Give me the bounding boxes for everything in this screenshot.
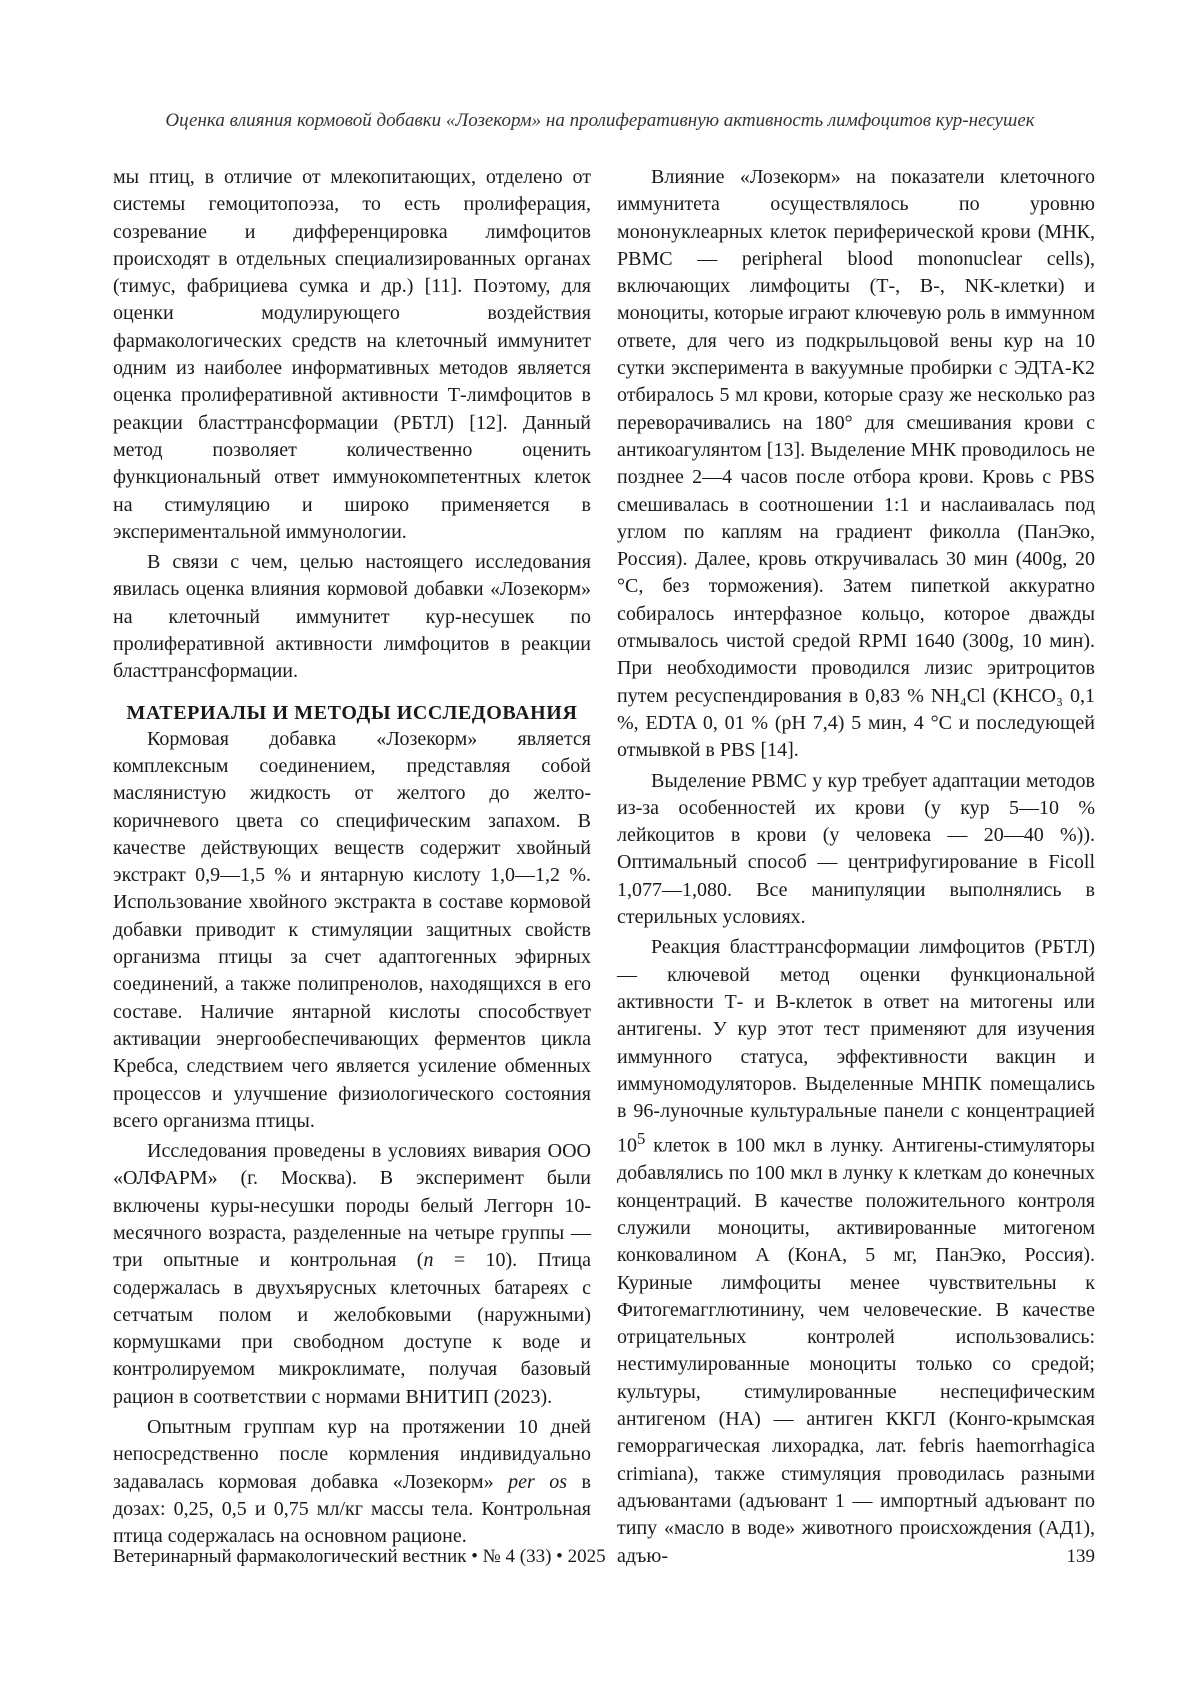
paragraph [617,934,1095,1569]
running-title: Оценка влияния кормовой добавки «Лозекорм» на пролиферативную активность лимфоцитов кур-несушек [165,110,1035,131]
paragraph [113,1414,591,1550]
text-run: клеток в 100 мкл в лунку. Антигены-стимуляторы добавлялись по 100 мкл в лунку к клеткам до конечных концентраций. В качестве положительного контроля служили моноциты, активированные митогеном конковалином А (КонА, 5 мг, ПанЭко, Россия). Куриные лимфоциты менее чувствительны к Фитогемагглютинину, чем человеческие. В качестве отрицательных контролей использовались: нестимулированные моноциты только со средой; культуры, стимулированные неспецифическим антигеном (НА) — антиген ККГЛ (Конго-крымская геморрагическая лихорадка, лат. febris haemorrhagica crimiana), также стимуляция проводилась разными адъювантами (адъювант 1 — импортный адъювант по типу «масло в воде» животного происхождения (АД1), адъю- [617,1135,1095,1567]
paragraph [113,1138,591,1411]
journal-citation: Ветеринарный фармакологический вестник • № 4 (33) • 2025 [113,1546,606,1567]
paragraph: В связи с чем, целью настоящего исследования явилась оценка влияния кормовой добавки «Лозекорм» на клеточный иммунитет кур-несушек по пролиферативной активности лимфоцитов в реакции бласттрансформации. [113,551,591,683]
italic-per-os: per os [508,1470,568,1493]
paragraph: Выделение PBMC у кур требует адаптации методов из-за особенностей их крови (у кур 5—10 % лейкоцитов в крови (у человека — 20—40 %)). Оптимальный способ — центрифугирование в Ficoll 1,077—1,080. Все манипуляции выполнялись в стерильных условиях. [617,769,1095,929]
page-number: 139 [1066,1546,1095,1567]
left-column [113,164,591,1551]
right-column [617,164,1095,1570]
paragraph: Кормовая добавка «Лозекорм» является комплексным соединением, представляя собой маслянистую жидкость от желтого до желто-коричневого цвета со специфическим запахом. В качестве действующих веществ содержит хвойный экстракт 0,9—1,5 % и янтарную кислоту 1,0—1,2 %. Использование хвойного экстракта в составе кормовой добавки приводит к стимуляции защитных свойств организма птицы за счет адаптогенных эфирных соединений, а также полипренолов, находящихся в его составе. Наличие янтарной кислоты способствует активации энергообеспечивающих ферментов цикла Кребса, следствием чего является усиление обменных процессов и улучшение физиологического состояния всего организма птицы. [113,727,591,1132]
paragraph: мы птиц, в отличие от млекопитающих, отделено от системы гемоцитопоэза, то есть пролиферация, созревание и дифференцировка лимфоцитов происходят в отдельных специализированных органах (тимус, фабрициева сумка и др.) [11]. Поэтому, для оценки модулирующего воздействия фармакологических средств на клеточный иммунитет одним из наиболее информативных методов является оценка пролиферативной активности Т-лимфоцитов в реакции бласттрансформации (РБТЛ) [12]. Данный метод позволяет количественно оценить функциональный ответ иммунокомпетентных клеток на стимуляцию и широко применяется в экспериментальной иммунологии. [113,166,591,543]
text-run: Исследования проведены в условиях вивария ООО «ОЛФАРМ» (г. Москва). В эксперимент были включены куры-несушки породы белый Леггорн 10-месячного возраста, разделенные на четыре группы — три опытные и контрольная ( [113,1140,591,1272]
text-run: Реакция бласттрансформации лимфоцитов (РБТЛ) — ключевой метод оценки функциональной активности Т- и В-клеток в ответ на митогены или антигены. У кур этот тест применяют для изучения иммунного статуса, эффективности вакцин и иммуномодуляторов. Выделенные МНПК помещались в 96-луночные культуральные панели с концентрацией 10 [617,936,1095,1158]
text-run: в дозах: 0,25, 0,5 и 0,75 мл/кг массы тела. Контрольная птица содержалась на основном рационе. [113,1470,591,1548]
superscript: 5 [637,1129,646,1149]
italic-n: n [423,1249,434,1272]
paragraph: Влияние «Лозекорм» на показатели клеточного иммунитета осуществлялось по уровню мононуклеарных клеток периферической крови (МНК, PBMC — peripheral blood mononuclear cells), включающих лимфоциты (Т-, В-, NK-клетки) и моноциты, которые играют ключевую роль в иммунном ответе, для чего из подкрыльцовой вены кур на 10 сутки эксперимента в вакуумные пробирки с ЭДТА-К2 отбиралось 5 мл крови, которые сразу же несколько раз переворачивались на 180° для смешивания крови с антикоагулянтом [13]. Выделение МНК проводилось не позднее 2—4 часов после отбора крови. Кровь с PBS смешивалась в соотношении 1:1 и наслаивалась под углом по каплям на градиент фиколла (ПанЭко, Россия). Далее, кровь откручивалась 30 мин (400g, 20 °С, без торможения). Затем пипеткой аккуратно собиралось интерфазное кольцо, которое дважды отмывалось чистой средой RPMI 1640 (300g, 10 мин). При необходимости проводился лизис эритроцитов путем ресуспендирования в 0,83 % NH₄Cl (KHCO₃ 0,1 %, EDTA 0, 01 % (pH 7,4) 5 мин, 4 °С и последующей отмывкой в PBS [14]. [617,166,1095,762]
text-run: Опытным группам кур на протяжении 10 дней непосредственно после кормления индивидуально задавалась кормовая добавка «Лозекорм» [113,1416,591,1493]
section-heading: МАТЕРИАЛЫ И МЕТОДЫ ИССЛЕДОВАНИЯ [126,701,578,724]
text-run: = 10). Птица содержалась в двухъярусных клеточных батареях с сетчатым полом и желобковыми (наружными) кормушками при свободном доступе к воде и контролируемом микроклимате, получая базовый рацион в соответствии с нормами ВНИТИП (2023). [113,1249,591,1408]
